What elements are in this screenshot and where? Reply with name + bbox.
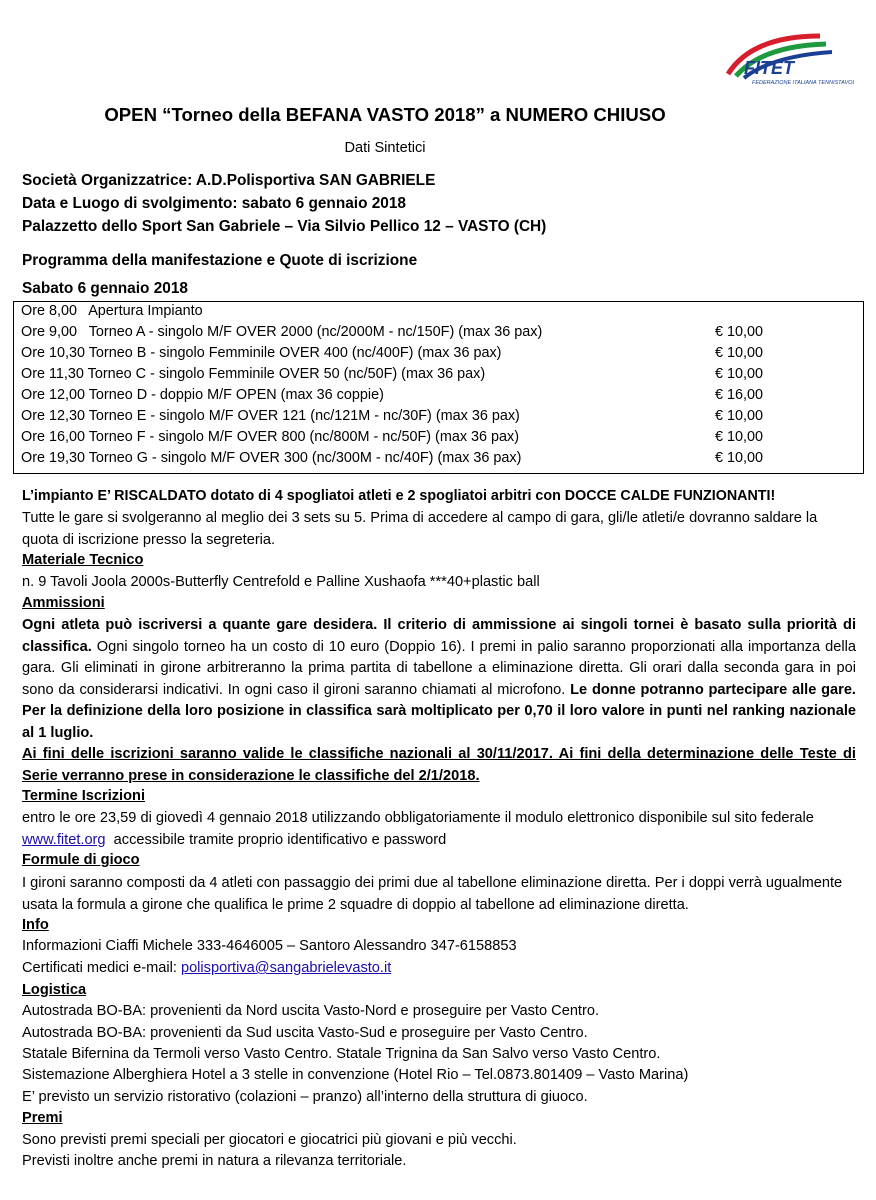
date-place-line: Data e Luogo di svolgimento: sabato 6 gennaio 2018 [22,195,406,212]
venue-line: Palazzetto dello Sport San Gabriele – Via Silvio Pellico 12 – VASTO (CH) [22,218,547,235]
schedule-row [21,366,863,387]
schedule-row [21,450,863,471]
logo-text: FITET [744,58,794,78]
logistica-line: Statale Bifernina da Termoli verso Vasto Centro. Statale Trignina da San Salvo verso Vasto Centro. [22,1046,661,1062]
ammissioni-heading: Ammissioni [22,595,105,611]
schedule-desc: Ore 11,30 Torneo C - singolo Femminile OVER 50 (nc/50F) (max 36 pax) [21,366,486,382]
schedule-row [21,408,863,429]
fitet-logo [722,30,854,102]
termine-text-2: accessibile tramite proprio identificativo e password [105,831,447,848]
schedule-price: € 10,00 [715,429,764,445]
schedule-desc: Ore 12,00 Torneo D - doppio M/F OPEN (max 36 coppie) [21,387,384,403]
schedule-box [13,301,864,474]
termine-heading: Termine Iscrizioni [22,788,145,804]
email-link[interactable]: polisportiva@sangabrielevasto.it [180,960,392,976]
day-heading: Sabato 6 gennaio 2018 [22,280,188,297]
premi-line: Previsti inoltre anche premi in natura a rilevanza territoriale. [22,1153,407,1169]
formule-text: I gironi saranno composti da 4 atleti con passaggio dei primi due al tabellone eliminazione diretta. Per i doppi verrà ugualmente usata la formula a girone che qualifica le prime 2 squadre di doppio al tabellone ad eliminazione diretta. [22,875,843,913]
schedule-row [21,303,863,324]
schedule-desc: Ore 16,00 Torneo F - singolo M/F OVER 800 (nc/800M - nc/50F) (max 36 pax) [21,429,520,445]
premi-heading: Premi [22,1110,63,1126]
formule-heading: Formule di gioco [22,852,140,868]
info-email-prefix: Certificati medici e-mail: [22,960,181,976]
schedule-desc: Ore 10,30 Torneo B - singolo Femminile OVER 400 (nc/400F) (max 36 pax) [21,345,502,361]
program-heading: Programma della manifestazione e Quote di iscrizione [22,252,418,269]
info-contacts: Informazioni Ciaffi Michele 333-4646005 – Santoro Alessandro 347-6158853 [22,938,517,954]
schedule-price: € 10,00 [715,366,764,382]
heated-notice: L’impianto E’ RISCALDATO dotato di 4 spogliatoi atleti e 2 spogliatoi arbitri con DOCCE CALDE FUNZIONANTI! [22,488,776,504]
premi-line: Sono previsti premi speciali per giocatori e giocatrici più giovani e più vecchi. [22,1132,517,1148]
logistica-heading: Logistica [22,982,87,998]
schedule-price: € 10,00 [715,450,764,466]
fitet-logo-icon [722,30,854,102]
page-title: OPEN “Torneo della BEFANA VASTO 2018” a NUMERO CHIUSO [104,104,666,125]
schedule-row [21,324,863,345]
schedule-desc: Ore 12,30 Torneo E - singolo M/F OVER 121 (nc/121M - nc/30F) (max 36 pax) [21,408,520,424]
schedule-row [21,429,863,450]
fitet-link[interactable]: www.fitet.org [22,831,106,848]
schedule-row [21,387,863,408]
schedule-desc: Ore 8,00 Apertura Impianto [21,303,203,319]
schedule-desc: Ore 19,30 Torneo G - singolo M/F OVER 300 (nc/300M - nc/40F) (max 36 pax) [21,450,522,466]
sets-text: Tutte le gare si svolgeranno al meglio dei 3 sets su 5. Prima di accedere al campo di gara, gli/le atleti/e dovranno saldare la quota di iscrizione presso la segreteria. [22,510,818,548]
ammissioni-bold-2: Le donne potranno partecipare alle gare. Per la definizione della loro posizione in classifica sarà moltiplicato per 0,70 il loro valore in punti nel ranking nazionale al 1 luglio. [22,681,856,741]
organizer-line: Società Organizzatrice: A.D.Polisportiva SAN GABRIELE [22,172,436,189]
schedule-price: € 10,00 [715,408,764,424]
schedule-desc: Ore 9,00 Torneo A - singolo M/F OVER 2000 (nc/2000M - nc/150F) (max 36 pax) [21,324,543,340]
termine-text-1: entro le ore 23,59 di giovedì 4 gennaio 2018 utilizzando obbligatoriamente il modulo elettronico disponibile sul sito federale [22,810,814,826]
schedule-price: € 10,00 [715,345,764,361]
ammissioni-bold-1: Ogni atleta può iscriversi a quante gare desidera. Il criterio di ammissione ai singoli tornei è basato sulla priorità di classifica. [22,617,856,655]
materiale-heading: Materiale Tecnico [22,552,144,568]
page-subtitle: Dati Sintetici [344,140,426,156]
logistica-line: Sistemazione Alberghiera Hotel a 3 stelle in convenzione (Hotel Rio – Tel.0873.801409 – Vasto Marina) [22,1067,689,1083]
schedule-row [21,345,863,366]
logistica-line: Autostrada BO-BA: provenienti da Nord uscita Vasto-Nord e proseguire per Vasto Centro. [22,1003,600,1019]
termine-text [22,808,856,851]
ammissioni-normal: Ogni singolo torneo ha un costo di 10 euro (Doppio 16). I premi in palio saranno proporzionati alla importanza della gara. Gli eliminati in girone arbitreranno la prima partita di tabellone a eliminazione diretta. Gli orari dalla seconda gara in poi sono da considerarsi indicativi. In ogni caso il gironi saranno chiamati al microfono. [22,638,856,698]
materiale-text: n. 9 Tavoli Joola 2000s-Butterfly Centrefold e Palline Xushaofa ***40+plastic ball [22,574,540,590]
info-email-line [22,960,391,976]
logistica-line: Autostrada BO-BA: provenienti da Sud uscita Vasto-Sud e proseguire per Vasto Centro. [22,1025,588,1041]
ammissioni-text [22,615,856,744]
classifiche-notice: Ai fini delle iscrizioni saranno valide le classifiche nazionali al 30/11/2017. Ai fini della determinazione delle Teste di Serie verranno prese in considerazione le classifiche del 2/1/2018. [22,746,856,784]
logo-tagline: FEDERAZIONE ITALIANA TENNISTAVOLO [752,80,854,86]
schedule-price: € 16,00 [715,387,764,403]
info-heading: Info [22,917,49,933]
logistica-line: E’ previsto un servizio ristorativo (colazioni – pranzo) all’interno della struttura di giuoco. [22,1089,588,1105]
schedule-price: € 10,00 [715,324,764,340]
